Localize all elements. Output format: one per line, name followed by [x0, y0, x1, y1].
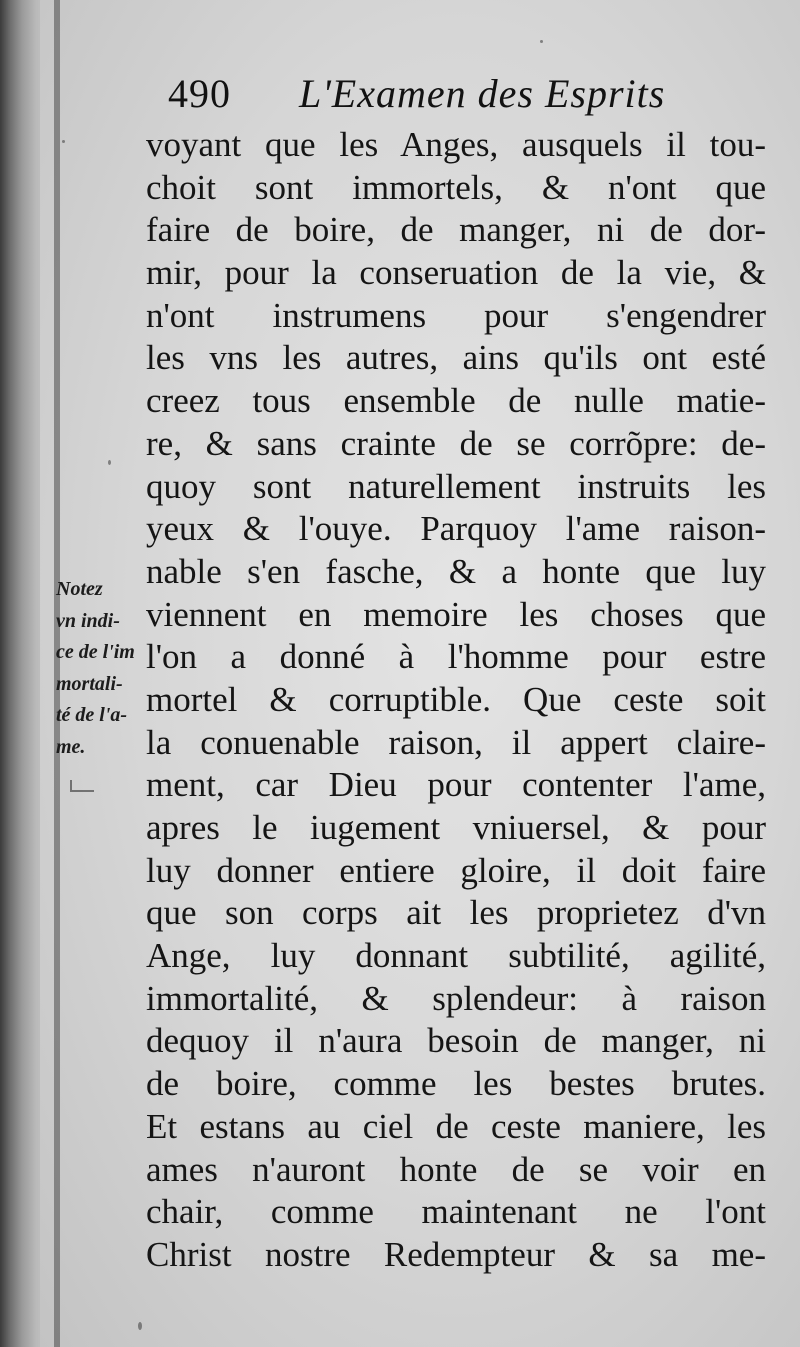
- text-line: mir, pour la conseruation de la vie, &: [146, 253, 766, 293]
- text-line: yeux & l'ouye. Parquoy l'ame raison-: [146, 509, 766, 549]
- page-number: 490: [168, 71, 231, 116]
- text-line: voyant que les Anges, ausquels il tou-: [146, 125, 766, 164]
- text-line: luy donner entiere gloire, il doit faire: [146, 850, 766, 890]
- marginal-note-line: té de l'a-: [56, 704, 128, 726]
- text-line: chair, comme maintenant ne l'ont: [146, 1192, 766, 1232]
- text-line: Et estans au ciel de ceste maniere, les: [146, 1106, 766, 1146]
- text-line: immortalité, & splendeur: à raison: [146, 978, 766, 1018]
- text-line: ames n'auront honte de se voir en: [146, 1149, 766, 1189]
- text-line: la conuenable raison, il appert claire-: [146, 722, 766, 762]
- marginal-note-line: mortali-: [56, 672, 123, 695]
- marginal-note-line: ce de l'im: [56, 641, 135, 663]
- text-line: les vns les autres, ains qu'ils ont esté: [146, 338, 766, 378]
- text-line: Christ nostre Redempteur & sa me-: [146, 1234, 766, 1274]
- marginal-note-line: Notez: [56, 578, 103, 600]
- text-line: apres le iugement vniuersel, & pour: [146, 808, 766, 847]
- text-line: Ange, luy donnant subtilité, agilité,: [146, 936, 766, 976]
- marginal-note-bracket: [70, 780, 94, 792]
- text-line: n'ont instrumens pour s'engendrer: [146, 295, 766, 335]
- marginal-note-line: me.: [56, 735, 86, 758]
- body-text: [146, 124, 766, 1277]
- text-line: faire de boire, de manger, ni de dor-: [146, 210, 766, 250]
- text-line: dequoy il n'aura besoin de manger, ni: [146, 1021, 766, 1061]
- paper-speck: [540, 40, 543, 43]
- text-line: creez tous ensemble de nulle matie-: [146, 381, 766, 421]
- text-line: re, & sans crainte de se corrõpre: de-: [146, 423, 766, 463]
- paper-speck: [138, 1322, 142, 1330]
- text-line: nable s'en fasche, & a honte que luy: [146, 551, 766, 591]
- text-line: que son corps ait les proprietez d'vn: [146, 893, 766, 933]
- paper-speck: [108, 460, 111, 465]
- running-head: [168, 70, 728, 122]
- text-line: de boire, comme les bestes brutes.: [146, 1064, 766, 1104]
- text-line: viennent en memoire les choses que: [146, 594, 766, 634]
- text-line: l'on a donné à l'homme pour estre: [146, 637, 766, 677]
- running-title: L'Examen des Esprits: [299, 71, 666, 116]
- text-line: ment, car Dieu pour contenter l'ame,: [146, 765, 766, 805]
- marginal-note-line: vn indi-: [56, 609, 120, 632]
- marginal-note: [56, 574, 156, 763]
- text-line: quoy sont naturellement instruits les: [146, 466, 766, 506]
- text-line: choit sont immortels, & n'ont que: [146, 167, 766, 207]
- text-line: mortel & corruptible. Que ceste soit: [146, 679, 766, 719]
- paper-speck: [62, 140, 65, 143]
